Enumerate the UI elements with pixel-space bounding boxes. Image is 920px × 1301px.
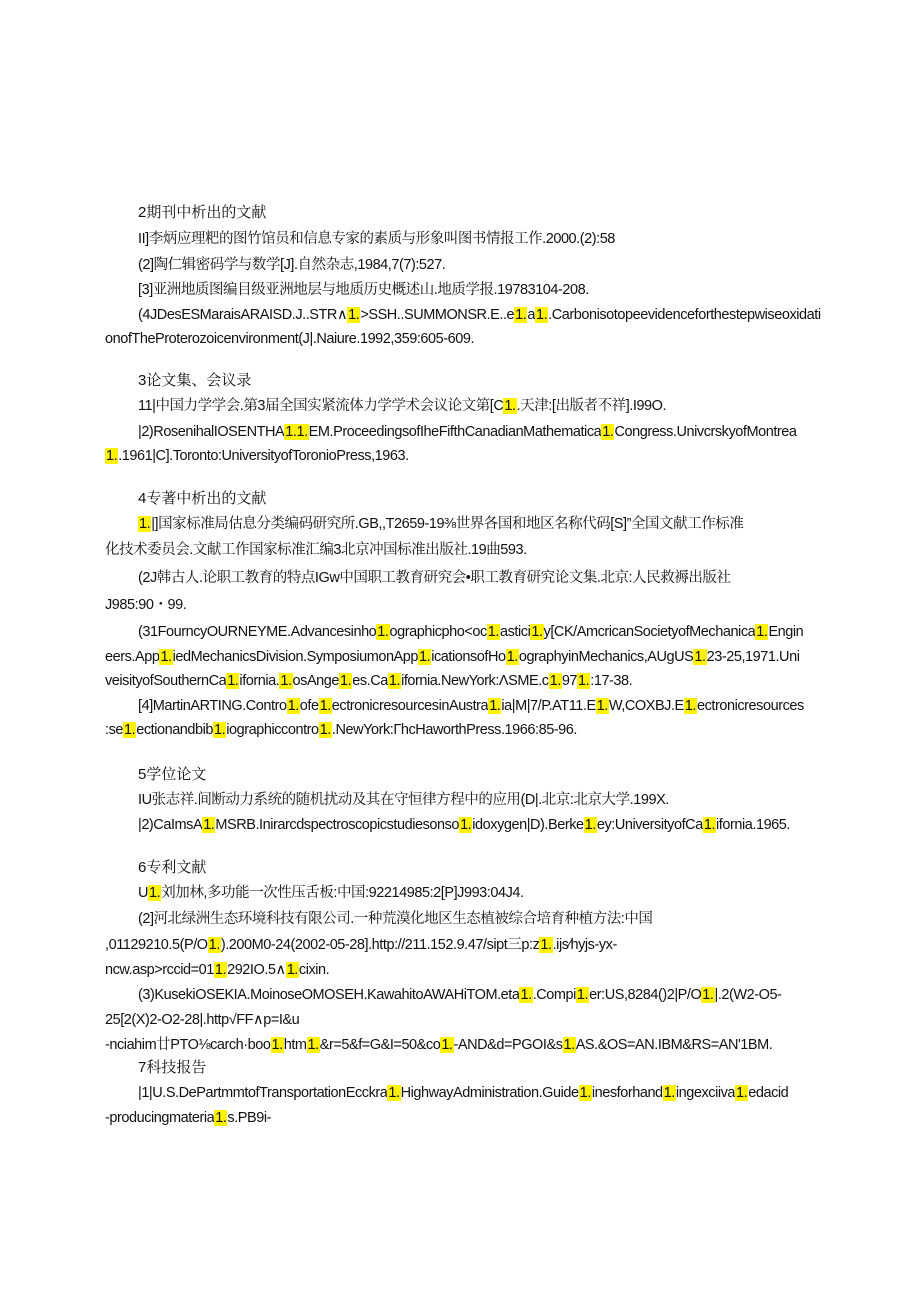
highlight-mark: 1. xyxy=(578,673,590,689)
highlight-mark: 1.1. xyxy=(285,424,308,440)
highlight-mark: 1. xyxy=(702,987,714,1003)
reference-line: [3]亚洲地质图编目级亚洲地层与地质历史概述山.地质学报.19783104-208. xyxy=(138,282,589,298)
highlight-mark: 1. xyxy=(215,1110,227,1126)
highlight-mark: 1. xyxy=(515,307,527,323)
highlight-mark: 1. xyxy=(419,649,431,665)
highlight-mark: 1. xyxy=(287,698,299,714)
reference-line: 11|中国力学学会.第3届全国实紧流体力学学术会议论文第[C1..天津:[出版者不祥].I99O. xyxy=(138,398,667,414)
section-heading: 7科技报告 xyxy=(138,1059,207,1076)
reference-line: (31FourncyOURNEYME.Advancesinho1.ographicpho<oc1.astici1.y[CK/AmcricanSocietyofMechanica1.Engin xyxy=(138,624,804,640)
highlight-mark: 1. xyxy=(149,885,161,901)
reference-line: (3)KusekiOSEKIA.MoinoseOMOSEH.KawahitoAWAHiTOM.eta1..Compi1.er:US,8284()2|P/O1.|.2(W2-O5- xyxy=(138,987,782,1003)
highlight-mark: 1. xyxy=(487,624,499,640)
highlight-mark: 1. xyxy=(579,1085,591,1101)
reference-line: IU张志祥.间断动力系统的随机扰动及其在守恒律方程中的应用(D|.北京:北京大学.199X. xyxy=(138,792,669,808)
highlight-mark: 1. xyxy=(377,624,389,640)
highlight-mark: 1. xyxy=(124,722,136,738)
section-heading: 5学位论文 xyxy=(138,766,207,783)
highlight-mark: 1. xyxy=(756,624,768,640)
reference-line: ncw.asp>rccid=011.292IO.5∧1.cixin. xyxy=(105,962,330,978)
reference-line: 化技术委员会.文献工作国家标准汇编3北京冲国标准出版社.19曲593. xyxy=(105,542,527,558)
highlight-mark: 1. xyxy=(663,1085,675,1101)
reference-line: 1.|]国家标准局估息分类编码研究所.GB,,T2659-19⅜世界各国和地区名称代码[S]”全国文献工作标准 xyxy=(139,516,744,532)
highlight-mark: 1. xyxy=(307,1037,319,1053)
highlight-mark: 1. xyxy=(139,516,151,532)
reference-line: (2]河北绿洲生态环境科技有限公司.一种荒漠化地区生态植被综合培育种植方法:中国 xyxy=(138,911,653,927)
reference-line: II]李炳应理粑的图竹馆员和信息专家的素质与形象叫图书情报工作.2000.(2):58 xyxy=(138,231,615,247)
reference-line: 1..1961|C].Toronto:UniversityofToronioPress,1963. xyxy=(106,448,409,464)
highlight-mark: 1. xyxy=(531,624,543,640)
highlight-mark: 1. xyxy=(319,698,331,714)
reference-line: ,01129210.5(P/O1.).200M0-24(2002-05-28].http://211.152.9.47/sipt三p:z1..ijs⁄hyjs-yx- xyxy=(105,937,617,953)
highlight-mark: 1. xyxy=(596,698,608,714)
highlight-mark: 1. xyxy=(736,1085,748,1101)
highlight-mark: 1. xyxy=(506,649,518,665)
highlight-mark: 1. xyxy=(576,987,589,1003)
reference-line: [4]MartinARTING.Contro1.ofe1.ectronicresourcesinAustra1.ia|M|7/P.AT11.E1.W,COXBJ.E1.ectronicresources xyxy=(138,698,804,714)
highlight-mark: 1. xyxy=(160,649,172,665)
reference-line: :se1.ectionandbib1.iographiccontro1..NewYork:ΓhcHaworthPress.1966:85-96. xyxy=(105,722,577,738)
section-heading: 4专著中析出的文献 xyxy=(138,490,267,507)
highlight-mark: 1. xyxy=(602,424,614,440)
section-heading: 6专利文献 xyxy=(138,859,207,876)
highlight-mark: 1. xyxy=(286,962,298,978)
highlight-mark: 1. xyxy=(460,817,472,833)
highlight-mark: 1. xyxy=(348,307,360,323)
reference-line: veisityofSouthernCa1.ifornia.1.osAnge1.es.Ca1.ifornia.NewYork:ΛSME.c1.971.:17-38. xyxy=(105,673,633,689)
reference-line: onofTheProterozoicenvironment(J|.Naiure.1992,359:605-609. xyxy=(105,331,475,347)
highlight-mark: 1. xyxy=(694,649,706,665)
highlight-mark: 1. xyxy=(208,937,220,953)
highlight-mark: 1. xyxy=(489,698,501,714)
reference-line: |1|U.S.DePartmmtofTransportationEcckra1.HighwayAdministration.Guide1.inesforhand1.ingexciiva1.edacid xyxy=(138,1085,789,1101)
highlight-mark: 1. xyxy=(319,722,331,738)
highlight-mark: 1. xyxy=(106,448,118,464)
highlight-mark: 1. xyxy=(504,398,516,414)
reference-line: (4JDesESMaraisARAISD.J..STR∧1.>SSH..SUMMONSR.E..e1.a1..Carbonisotopeevidenceforthestepwiseoxidati xyxy=(138,307,821,323)
reference-line: (2J韩古人.论职工教育的特点IGw中国职工教育研究会•职工教育研究论文集.北京:人民救褥出版社 xyxy=(138,570,731,586)
highlight-mark: 1. xyxy=(388,673,401,689)
highlight-mark: 1. xyxy=(549,673,561,689)
reference-line: -nciahim廿PTO⅛carch·boo1.htm1.&r=5&f=G&I=50&co1.-AND&d=PGOI&s1.AS.&OS=AN.IBM&RS=AN'1BM. xyxy=(105,1037,773,1053)
section-heading: 2期刊中析出的文献 xyxy=(138,204,267,221)
reference-line: U1.刘加林,多功能一次性压舌板:中国:92214985:2[P]J993:04J4. xyxy=(138,885,524,901)
reference-line: J985:90・99. xyxy=(105,597,187,613)
highlight-mark: 1. xyxy=(203,817,215,833)
reference-line: 25[2(X)2-O2-28|.http√FF∧p=I&u xyxy=(105,1012,300,1028)
reference-line: |2)RosenihalIOSENTHA1.1.EM.ProceedingsofIheFifthCanadianMathematica1.Congress.UnivcrskyofMontrea xyxy=(138,424,797,440)
section-heading: 3论文集、会议录 xyxy=(138,372,252,389)
reference-line: (2]陶仁辑密码学与数学[J].自然杂志,1984,7(7):527. xyxy=(138,257,446,273)
highlight-mark: 1. xyxy=(214,722,226,738)
reference-line: -producingmateria1.s.PB9i- xyxy=(105,1110,272,1126)
highlight-mark: 1. xyxy=(388,1085,400,1101)
highlight-mark: 1. xyxy=(214,962,227,978)
highlight-mark: 1. xyxy=(520,987,532,1003)
highlight-mark: 1. xyxy=(584,817,596,833)
highlight-mark: 1. xyxy=(280,673,292,689)
highlight-mark: 1. xyxy=(703,817,716,833)
reference-line: eers.App1.iedMechanicsDivision.SymposiumonApp1.icationsofHo1.ographyinMechanics,AUgUS1.23-25,1971.Uni xyxy=(105,649,800,665)
highlight-mark: 1. xyxy=(535,307,548,323)
reference-line: |2)CaImsA1.MSRB.Inirarcdspectroscopicstudiesonso1.idoxygen|D).Berke1.ey:UniversityofCa1.ifornia.1965. xyxy=(138,817,790,833)
highlight-mark: 1. xyxy=(563,1037,575,1053)
highlight-mark: 1. xyxy=(340,673,352,689)
highlight-mark: 1. xyxy=(271,1037,283,1053)
highlight-mark: 1. xyxy=(227,673,239,689)
highlight-mark: 1. xyxy=(441,1037,453,1053)
highlight-mark: 1. xyxy=(684,698,696,714)
highlight-mark: 1. xyxy=(540,937,552,953)
